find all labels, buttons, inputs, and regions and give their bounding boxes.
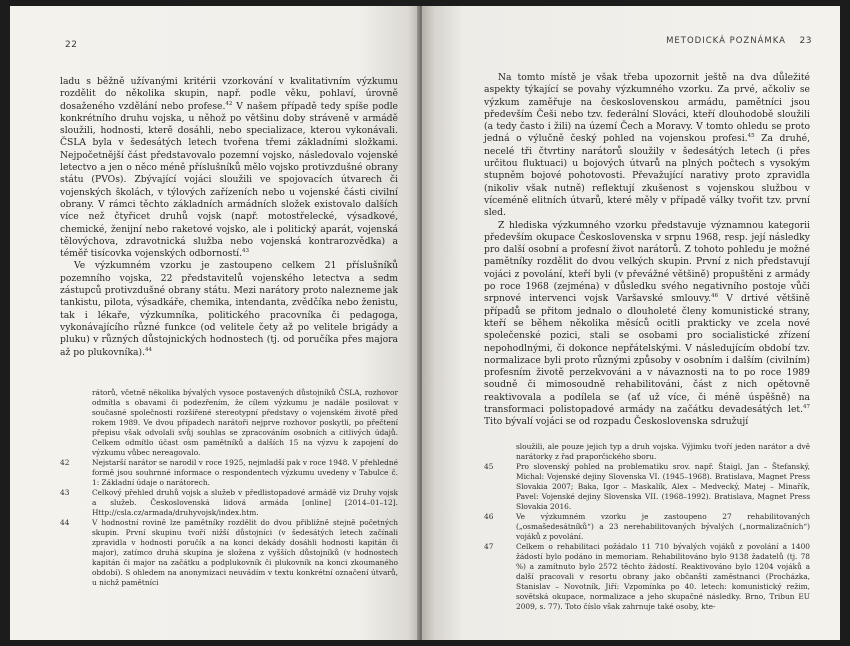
footnote: 47 Celkem o rehabilitaci požádalo 11 710 bývalých vojáků z povolání a 1400 žádostí bylo podáno in memoriam. Rehabilitováno bylo 9138 žadatelů (tj. 78 %) a zamítnuto bylo 2572 těchto žádostí. Reaktivováno bylo 1204 vojáků a další pracovali v resortu obrany jako občanští zaměstnanci (Procházka, Stanislav – Novotník, Jiří: Vzpomínka po 40. letech: komunistický režim, sovětská okupace, normalizace a jeho skupačné následky. Brno, Tribun EU 2009, s. 77). Toto číslo však zahrnuje také osoby, kte- [484, 542, 810, 611]
footnote: sloužili, ale pouze jejich typ a druh vojska. Výjimku tvoří jeden narátor a dvě narátorky z řad praporčického sboru. [516, 442, 810, 461]
right-page [422, 6, 840, 640]
paragraph: Na tomto místě je však třeba upozornit ještě na dva důležité aspekty týkající se povahy výzkumného vzorku. Za prvé, ačkoliv se výzkum zaměřuje na československou armádu, pamětníci jsou především Češi nebo tzv. federální Slováci, kteří dlouhodobě sloužili (a tedy často i žili) na území Čech a Moravy. V tomto ohledu se proto jedná o výlučně český pohled na vojenskou profesi.$^{45}$ Za druhé, necelé tři čtvrtiny narátorů sloužily v šedesátých letech (i přes určitou fluktuaci) u bojových útvarů na plných počtech s vysokým stupněm bojové pohotovosti. Převažující narativy proto zpravidla (nikoliv však nutně) reflektují zkušenost s vojenskou službou v víceméně elitních útvarů, které měly v případě války tvořit tzv. první sled. [484, 72, 810, 219]
footnote: 42 Nejstarší narátor se narodil v roce 1925, nejmladší pak v roce 1948. V přehledné formě jsou souhrnné informace o respondentech výzkumu uvedeny v Tabulce č. 1: Základní údaje o narátorech. [60, 458, 398, 487]
paragraph: Ve výzkumném vzorku je zastoupeno celkem 21 příslušníků pozemního vojska, 22 představitelů vojenského letectva a sedm zástupců protivzdušné obrany státu. Mezi narátory proto nalezneme jak tankistu, pilota, výsadkáře, chemika, intendanta, zvědčíka nebo ženistu, tak i lékaře, výzkumníka, politického pracovníka či pedagoga, vykonávajícího různé funkce (od velitele čety až po velitele brigády a pluku) v různých důstojnických hodnostech (tj. od poručíka přes majora až po plukovníka).$^{44}$ [60, 260, 398, 358]
body-text [60, 76, 398, 359]
paragraph: ladu s běžně užívanými kritérii vzorkování v kvalitativním výzkumu rozdělit do několika skupin, např. podle věku, pohlaví, úrovně dosaženého vzdělání nebo profese.$^{42}$ V našem případě tedy spíše podle konkrétního druhu vojska, u něhož po většinu doby stráveně v armádě sloužili, hodnosti, kterě dosáhli, nebo specializace, kterou vykonávali. ČSLA byla v šedesátých letech tvořena třemi základními složkami. Nejpočetnější část představovalo pozemní vojsko, následovalo vojenské letectvo a jen o něco méně příslušníků mělo vojsko protivzdušné obrany státu (PVOs). Zbývající vojáci sloužili ve spojovacích útvarech či vojenských školách, v týlových zařízeních nebo u vojenské části civilní obrany. V rámci těchto základních armádních složek existovalo dalších více než čtyřicet druhů vojsk (např. motostřelecké, výsadkové, chemické, ženijní nebo raketové vojsko, ale i politický aparát, vojenská tělovýchova, zdravotnická služba nebo vojenská kontrarozvědka) a téměř tisícovka vojenských odborností.$^{43}$ [60, 76, 398, 260]
footnote: 46 Ve výzkumném vzorku je zastoupeno 27 rehabilitovaných („osmašedesátníků“) a 23 nerehabilitovaných bývalých („normalizačních“) vojáků z povolání. [484, 512, 810, 541]
footnote: rátorů, včetně několika bývalých vysoce postavených důstojníků ČSLA, rozhovor odmítla s obavami či podezřením, že cílem výzkumu je nadále posilovat v současné společnosti rozšířené stereotypní představy o vojenském životě před rokem 1989. Ve dvou případech narátoři nejprve rozhovor poskytli, po přečtení přepisu však odvolali svůj souhlas se zpracováním osobních a citlivých údajů. Celkem odmítlo účast osm pamětníků a dalších 15 na výzvu k zapojení do výzkumu vůbec nereagovalo. [92, 388, 398, 457]
footnote: 44 V hodnostní rovině lze pamětníky rozdělit do dvou přibližně stejně početných skupin. První skupinu tvoří nižší důstojníci (v šedesátých letech začínali zpravidla v hodnosti poručík a na konci dekády dosáhli hodnosti kapitán či major), zatímco druhá skupina je složena z vyšších důstojníků (v hodnostech kapitán či major na začátku a podplukovník či plukovník na konci zkoumaného období). S ohledem na anonymizaci neuvádím v textu konkrétní označení útvarů, u nichž pamětníci [60, 518, 398, 587]
body-text [484, 72, 810, 429]
book-spread [10, 6, 840, 640]
left-page [10, 6, 420, 640]
page-number: 23 [799, 36, 812, 46]
footnotes [60, 388, 398, 588]
footnotes [484, 442, 810, 612]
paragraph: Z hlediska výzkumného vzorku představuje významnou kategorii především okupace Československa v srpnu 1968, resp. její následky pro další osobní a profesní život narátorů. Z tohoto pohledu je možné pamětníky rozdělit do dvou velkých skupin. První z nich představují vojáci z povolání, kteří byli (v převážné většině) propuštěni z armády po roce 1968 (zejména) v důsledku svého negativního postoje vůči srpnové intervenci vojsk Varšavské smlouvy.$^{46}$ V drtivé většině případů se přitom jednalo o dlouholeté členy komunistické strany, kteří se během několika měsíců ocitli prakticky ve zcela nové společenské pozici, stali se osobami pro socialistické zřízení nepohodlnými, či dokonce nepřátelskými. V následujícím období tzv. normalizace byli proto různými způsoby v osobním i dalším (civilním) profesním životě perzekvováni a v návaznosti na to po roce 1989 soudně či mimosoudně rehabilitováni, část z nich opětovně reaktivovala a podílela se (ať už více, či méně úspěšně) na transformaci polistopadové armády na začátku devadesátých let.$^{47}$ Tito bývalí vojáci se od rozpadu Československa sdružují [484, 219, 810, 428]
footnote: 45 Pro slovenský pohled na problematiku srov. např. Štaigl, Jan – Štefanský, Michal: Vojenské dejiny Slovenska VI. (1945–1968). Bratislava, Magnet Press Slovakia 2007; Baka, Igor – Maskalík, Alex – Medvecký, Matej – Minařík, Pavel: Vojenské dejiny Slovenska VII. (1968–1992). Bratislava, Magnet Press Slovakia 2016. [484, 462, 810, 511]
running-head: METODICKÁ POZNÁMKA [666, 36, 786, 46]
page-number: 22 [65, 40, 78, 50]
footnote: 43 Celkový přehled druhů vojsk a služeb v předlistopadové armádě viz Druhy vojsk a služeb. Československá lidová armáda [online] [2014–01–12]. Http://csla.cz/armada/druhyvojsk/index.htm. [60, 488, 398, 517]
